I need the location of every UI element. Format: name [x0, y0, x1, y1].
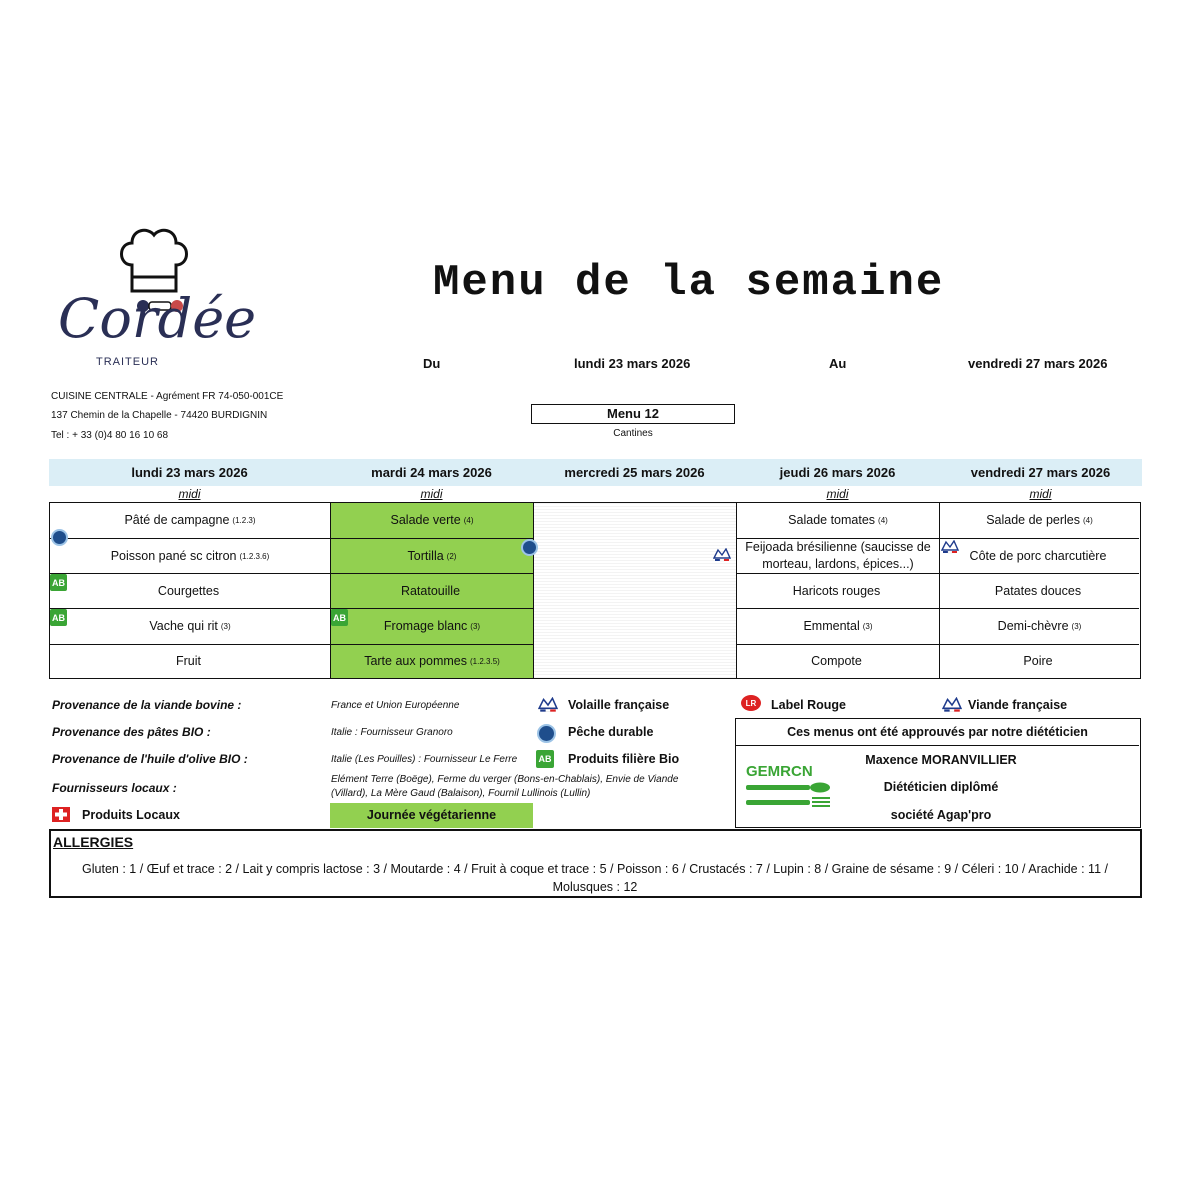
menu-cell: Salade tomates (4) [737, 503, 940, 539]
menu-cell: Salade de perles (4) [940, 503, 1139, 539]
allergies-box [49, 829, 1142, 898]
dietitian-title: Diététicien diplômé [883, 780, 999, 794]
menu-cell: Haricots rouges [737, 574, 940, 609]
menu-cell: Côte de porc charcutière [940, 539, 1139, 574]
menu-cell: Courgettes [50, 574, 331, 609]
menu-cell: Ratatouille [331, 574, 534, 609]
menu-cell: Poisson pané sc citron (1.2.3.6) [50, 539, 331, 574]
logo [58, 225, 257, 370]
dietitian-company: société Agap'pro [890, 808, 992, 822]
allergies-title: ALLERGIES [53, 834, 134, 850]
menu-cell: Patates douces [940, 574, 1139, 609]
prov-pates-value: Italie : Fournisseur Granoro [331, 727, 453, 738]
day-header-mon: lundi 23 mars 2026 [131, 465, 248, 480]
day-header-tue: mardi 24 mars 2026 [371, 465, 492, 480]
journee-vegetarienne-badge: Journée végétarienne [330, 803, 533, 828]
prov-huile-value: Italie (Les Pouilles) : Fournisseur Le Ferre [331, 754, 518, 765]
meal-thu: midi [826, 487, 849, 501]
period-start: lundi 23 mars 2026 [574, 356, 691, 371]
menu-cell: Compote [737, 645, 940, 678]
gemrcn-logo-text: GEMRCN [746, 763, 813, 780]
menu-grid [49, 502, 1141, 679]
prov-locaux-label: Fournisseurs locaux : [52, 781, 177, 795]
menu-cell: Poire [1023, 654, 1053, 668]
bio-ab-icon: AB [50, 574, 67, 591]
peche-durable-icon [521, 539, 538, 556]
menu-cell-empty [534, 503, 737, 678]
prov-locaux-value: Elément Terre (Boëge), Ferme du verger (Bons-en-Chablais), Envie de Viande (Villard), La Mère Gaud (Balaison), Fournil Lullinois (Lullin) [331, 774, 679, 799]
meal-fri: midi [1029, 487, 1052, 501]
prov-bovine-value: France et Union Européenne [331, 700, 460, 711]
legend-bio: Produits filière Bio [568, 752, 680, 766]
dietitian-box [735, 718, 1141, 828]
legend-volaille: Volaille française [568, 698, 670, 712]
viande-francaise-icon [942, 697, 962, 713]
menu-cell: Pâté de campagne (1.2.3) [50, 503, 331, 539]
menu-cell: Feijoada brésilienne (saucisse de morteau, lardons, épices...) [737, 539, 940, 574]
prov-huile-label: Provenance de l'huile d'olive BIO : [52, 752, 248, 766]
day-header-fri: vendredi 27 mars 2026 [970, 465, 1111, 480]
menu-cell: Salade verte (4) [331, 503, 534, 539]
produits-locaux-label: Produits Locaux [82, 808, 180, 822]
menu-cell: Vache qui rit (3) [50, 609, 331, 645]
period-au-label: Au [829, 356, 847, 371]
menu-cell: Demi-chèvre (3) [940, 609, 1139, 645]
period-du-label: Du [423, 356, 441, 371]
bio-ab-icon: AB [536, 750, 554, 768]
day-header-thu: jeudi 26 mars 2026 [779, 465, 896, 480]
legend-label-rouge: Label Rouge [771, 698, 847, 712]
menu-sub: Cantines [613, 428, 653, 439]
peche-durable-icon [51, 529, 68, 546]
allergies-text: Gluten : 1 / Œuf et trace : 2 / Lait y compris lactose : 3 / Moutarde : 4 / Fruit à coque et trace : 5 / Poisson : 6 / Crustacés : 7 / Lupin : 8 / Graine de sésame : 9 / Céleri : 10 / Arachide : 11 / Molusques : 12 [82, 862, 1108, 894]
bio-ab-icon: AB [331, 609, 348, 626]
page-title: Menu de la semaine [433, 258, 945, 308]
logo-brand: Cordée [58, 287, 257, 350]
company-line-1: CUISINE CENTRALE - Agrément FR 74-050-001CE [51, 391, 284, 402]
fork-spoon-icon [746, 781, 832, 811]
volaille-francaise-icon [713, 548, 731, 562]
meal-mon: midi [178, 487, 201, 501]
bio-ab-icon: AB [50, 609, 67, 626]
prov-bovine-label: Provenance de la viande bovine : [52, 698, 242, 712]
period-end: vendredi 27 mars 2026 [968, 356, 1108, 371]
menu-number-box: Menu 12 [531, 404, 735, 424]
logo-sub: TRAITEUR [96, 356, 159, 368]
meal-tue: midi [420, 487, 443, 501]
menu-cell: Tarte aux pommes (1.2.3.5) [331, 645, 534, 678]
menu-cell: Emmental (3) [737, 609, 940, 645]
menu-cell: Fruit [50, 645, 331, 678]
label-rouge-icon [740, 694, 762, 712]
viande-francaise-icon [941, 540, 959, 554]
volaille-francaise-icon [538, 697, 558, 713]
company-line-2: 137 Chemin de la Chapelle - 74420 BURDIGNIN [51, 410, 268, 421]
peche-durable-icon [537, 724, 556, 743]
svg-text:LR: LR [745, 699, 757, 708]
dietitian-approved: Ces menus ont été approuvés par notre diététicien [736, 719, 1139, 746]
legend-peche: Pêche durable [568, 725, 654, 739]
prov-pates-label: Provenance des pâtes BIO : [52, 725, 211, 739]
legend-viande-fr: Viande française [968, 698, 1068, 712]
produits-locaux-icon [52, 807, 70, 822]
menu-cell: Fromage blanc (3) [331, 609, 534, 645]
day-header-wed: mercredi 25 mars 2026 [564, 465, 705, 480]
dietitian-name: Maxence MORANVILLIER [865, 753, 1017, 767]
menu-cell: Tortilla (2) [331, 539, 534, 574]
company-line-3: Tel : + 33 (0)4 80 16 10 68 [51, 430, 169, 441]
